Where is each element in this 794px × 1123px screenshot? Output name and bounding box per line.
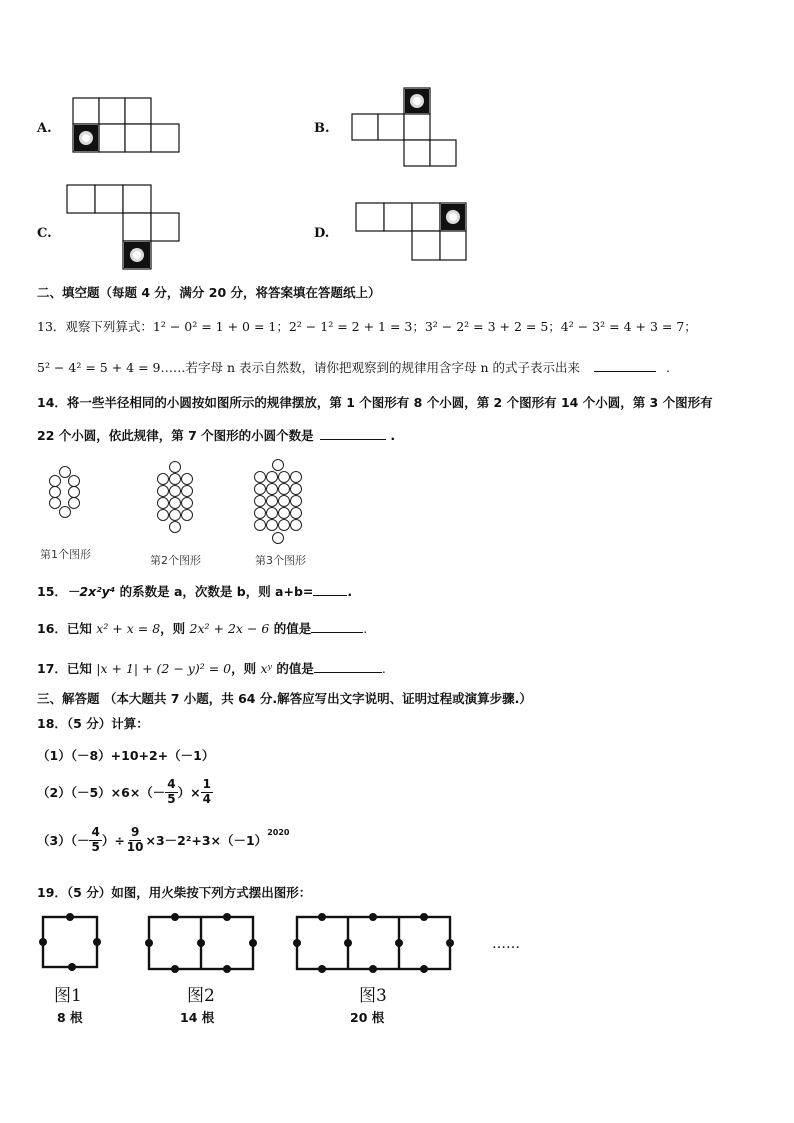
q14-line2-text: 22 个小圆，依此规律，第 7 个图形的小圆个数是 [37, 428, 314, 443]
q18-p2-b: ）× [177, 785, 201, 801]
option-c-label: C. [37, 226, 52, 241]
q15-end: . [347, 584, 353, 599]
q18-p3-b: ）÷ [101, 833, 125, 849]
q18-p3-c: ×3－2²+3×（－1） [145, 833, 268, 849]
q18-p3-frac1-den: 5 [91, 839, 100, 854]
q18-part1: （1）（－8）+10+2+（－1） [37, 748, 215, 763]
q19-fig2-count: 14 根 [180, 1010, 215, 1025]
q18-title: 18．（5 分）计算： [37, 716, 149, 731]
q17-num: 17． [37, 661, 67, 676]
q14-caption-3: 第3个图形 [255, 554, 306, 567]
q19-title: 19．（5 分）如图，用火柴按下列方式摆出图形： [37, 885, 312, 900]
q18-p3-frac1-num: 4 [91, 825, 100, 839]
q16-text-c: 的值是 [269, 621, 312, 636]
q14-caption-1: 第1个图形 [40, 548, 91, 561]
q16-text-a: 已知 [66, 621, 97, 636]
q19-fig3-label: 图3 [359, 986, 387, 1006]
q19-fig2-label: 图2 [187, 986, 215, 1006]
q15-text: 的系数是 a，次数是 b，则 a+b= [115, 584, 314, 599]
option-d-label: D. [314, 226, 330, 241]
q16-eq1: x² + x = 8 [96, 621, 161, 636]
q17-text-c: 的值是 [271, 661, 314, 676]
section2-heading: 二、填空题（每题 4 分，满分 20 分，将答案填在答题纸上） [37, 285, 381, 300]
option-b-label: B. [314, 121, 330, 136]
q15-expr: －2x²y⁴ [66, 584, 116, 599]
q17-eq2: xʸ [260, 661, 272, 676]
q15-num: 15． [37, 584, 67, 599]
q19-fig1-label: 图1 [54, 986, 82, 1006]
q16-num: 16． [37, 621, 67, 636]
q18-p3-a: （3）（－ [37, 833, 90, 849]
q13-line2-text: 5² − 4² = 5 + 4 = 9……若字母 n 表示自然数，请你把观察到的规律用含字母 n 的式子表示出来 [37, 360, 580, 375]
q19-fig1-count: 8 根 [57, 1010, 83, 1025]
q19-fig3-rect [297, 917, 450, 969]
q14-end: . [390, 428, 396, 443]
q16-eq2: 2x² + 2x − 6 [189, 621, 270, 636]
q17-eq: |x + 1| + (2 − y)² = 0 [96, 661, 232, 676]
option-a-label: A. [37, 121, 52, 136]
q18-p3-frac2-num: 9 [130, 825, 140, 839]
q17-text-b: ，则 [231, 661, 261, 676]
q16-end: . [363, 621, 368, 636]
q19-fig3-count: 20 根 [350, 1010, 385, 1025]
q19-ellipsis: …… [492, 936, 520, 952]
q16-text-b: ，则 [160, 621, 190, 636]
q14-caption-2: 第2个图形 [150, 554, 201, 567]
q14-line1: 14．将一些半径相同的小圆按如图所示的规律摆放，第 1 个图形有 8 个小圆，第 2 个图形有 14 个小圆，第 3 个图形有 [37, 395, 713, 410]
q18-p2-frac1-num: 4 [167, 777, 176, 791]
q17-end: . [381, 661, 386, 676]
q18-p2-a: （2）（－5）×6×（－ [37, 785, 166, 801]
section3-heading: 三、解答题 （本大题共 7 小题，共 64 分.解答应写出文字说明、证明过程或演算步骤.） [37, 691, 532, 706]
q17-text-a: 已知 [66, 661, 97, 676]
q19-fig1-square [43, 917, 97, 967]
q18-p3-frac2-den: 10 [126, 839, 144, 854]
q18-p2-frac1-den: 5 [167, 791, 176, 806]
q13-end: . [665, 360, 670, 375]
q18-p3-exp: 2020 [267, 828, 290, 837]
q13-line1: 13．观察下列算式：1² − 0² = 1 + 0 = 1；2² − 1² = 2 + 1 = 3；3² − 2² = 3 + 2 = 5；4² − 3² = 4 + 3 = 7； [37, 319, 697, 334]
q18-p2-frac2-num: 1 [202, 777, 211, 791]
q18-p2-frac2-den: 4 [202, 791, 211, 806]
